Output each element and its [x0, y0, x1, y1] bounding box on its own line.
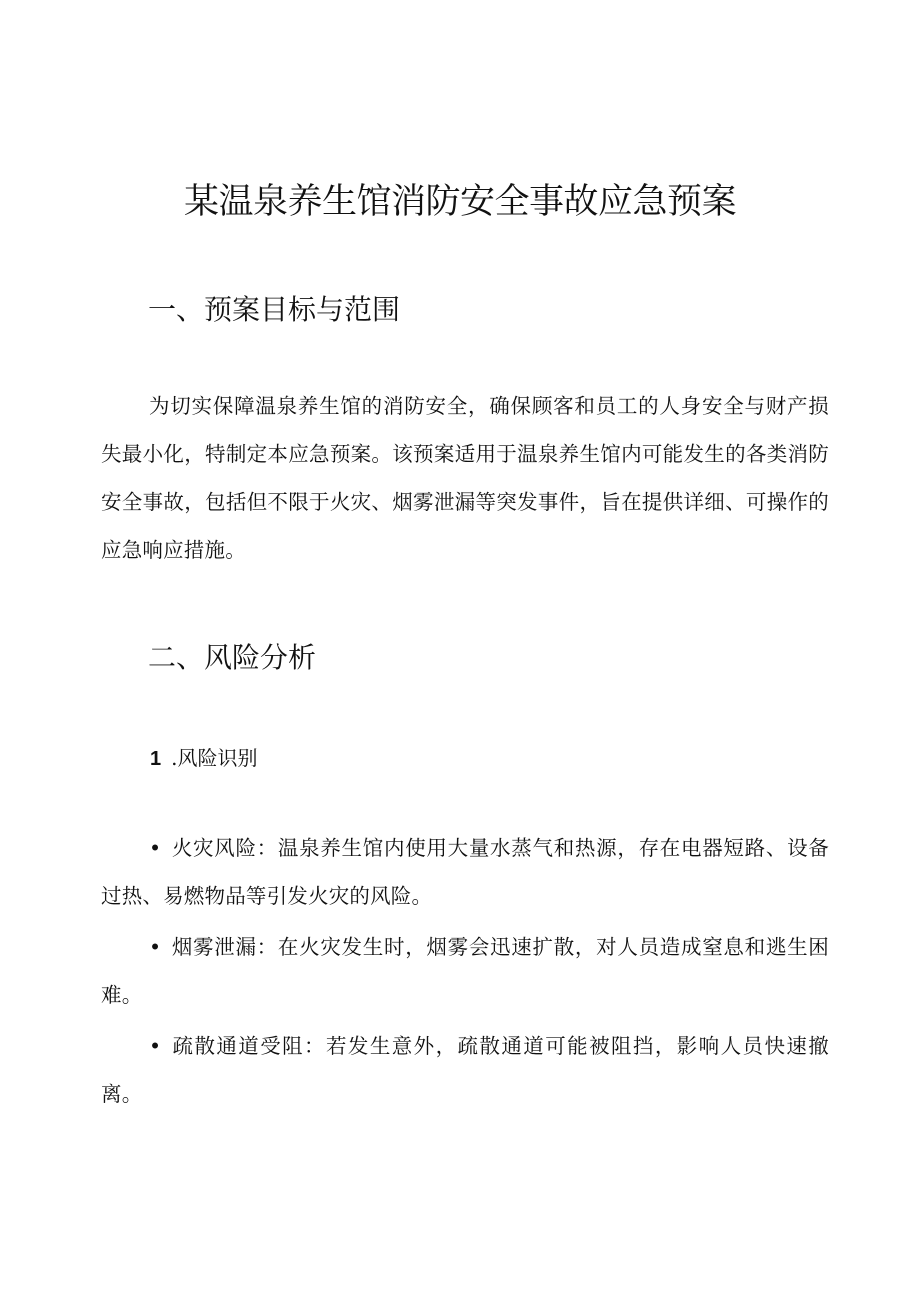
subheading-number: 1 — [150, 748, 162, 770]
section-paragraph-intro: 为切实保障温泉养生馆的消防安全，确保顾客和员工的人身安全与财产损失最小化，特制定本应急预案。该预案适用于温泉养生馆内可能发生的各类消防安全事故，包括但不限于火灾、烟雾泄漏等突发事件，旨在提供详细、可操作的应急响应措施。 — [101, 394, 829, 562]
list-item — [101, 1022, 829, 1118]
section-heading-goals-scope: 一、预案目标与范围 — [148, 293, 401, 326]
bullet-text: 烟雾泄漏：在火灾发生时，烟雾会迅速扩散，对人员造成窒息和逃生困难。 — [101, 935, 829, 1007]
risk-bullet-list — [101, 824, 829, 1121]
bullet-text: 火灾风险：温泉养生馆内使用大量水蒸气和热源，存在电器短路、设备过热、易燃物品等引发火灾的风险。 — [101, 836, 829, 908]
list-item — [101, 923, 829, 1019]
section-heading-risk-analysis: 二、风险分析 — [148, 641, 317, 674]
subheading-risk-identification — [150, 740, 257, 777]
bullet-text: 疏散通道受阻：若发生意外，疏散通道可能被阻挡，影响人员快速撤离。 — [101, 1034, 829, 1106]
subheading-label: .风险识别 — [171, 746, 258, 770]
bullet-marker: • — [149, 1034, 162, 1058]
list-item — [101, 824, 829, 920]
bullet-marker: • — [149, 836, 162, 860]
bullet-marker: • — [149, 935, 162, 959]
document-title: 某温泉养生馆消防安全事故应急预案 — [183, 182, 736, 222]
